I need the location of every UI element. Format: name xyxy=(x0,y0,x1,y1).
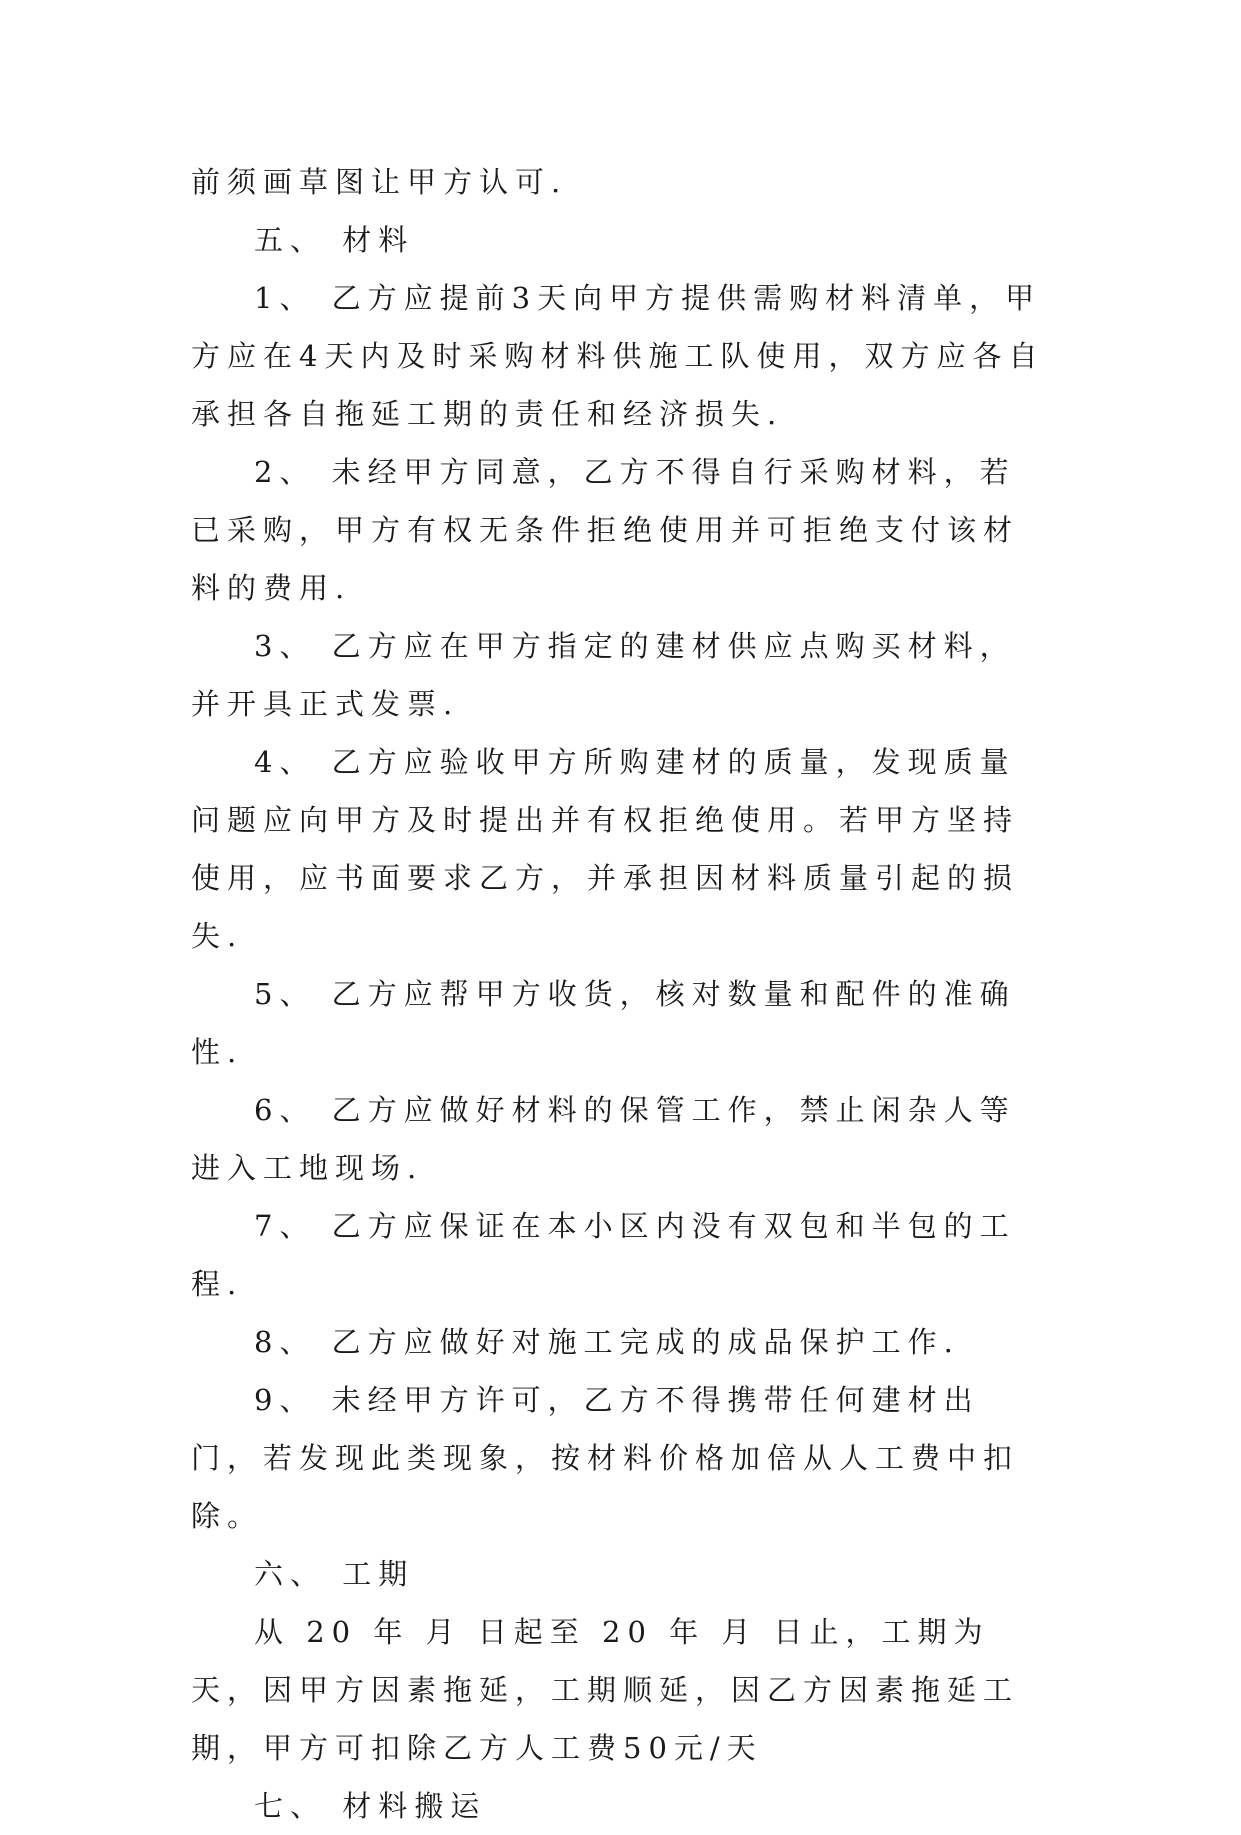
clause-6: 6、 乙方应做好材料的保管工作，禁止闲杂人等进入工地现场. xyxy=(191,1093,1016,1185)
clause-7: 7、 乙方应保证在本小区内没有双包和半包的工程. xyxy=(191,1209,1016,1301)
paragraph-continuation: 前须画草图让甲方认可. xyxy=(191,165,568,199)
section-heading-materials: 五、 材料 xyxy=(254,223,415,257)
section-heading-schedule: 六、 工期 xyxy=(254,1557,415,1591)
clause-9: 9、 未经甲方许可，乙方不得携带任何建材出门，若发现此类现象，按材料价格加倍从人工费中扣除。 xyxy=(191,1383,1020,1533)
clause-1: 1、 乙方应提前3天向甲方提供需购材料清单，甲方应在4天内及时采购材料供施工队使用，双方应各自承担各自拖延工期的责任和经济损失. xyxy=(191,281,1045,431)
clause-5: 5、 乙方应帮甲方收货，核对数量和配件的准确性. xyxy=(191,977,1016,1069)
clause-4: 4、 乙方应验收甲方所购建材的质量，发现质量问题应向甲方及时提出并有权拒绝使用。若甲方坚持使用，应书面要求乙方，并承担因材料质量引起的损失. xyxy=(191,745,1020,953)
document-body xyxy=(191,153,1051,1835)
section-heading-material-transport: 七、 材料搬运 xyxy=(254,1789,487,1823)
clause-3: 3、 乙方应在甲方指定的建材供应点购买材料，并开具正式发票. xyxy=(191,629,1016,721)
schedule-clause: 从 20 年 月 日起至 20 年 月 日止，工期为 天，因甲方因素拖延，工期顺延，因乙方因素拖延工期，甲方可扣除乙方人工费50元/天 xyxy=(191,1615,1020,1765)
clause-2: 2、 未经甲方同意，乙方不得自行采购材料，若已采购，甲方有权无条件拒绝使用并可拒绝支付该材料的费用. xyxy=(191,455,1020,605)
clause-8: 8、 乙方应做好对施工完成的成品保护工作. xyxy=(254,1325,960,1359)
